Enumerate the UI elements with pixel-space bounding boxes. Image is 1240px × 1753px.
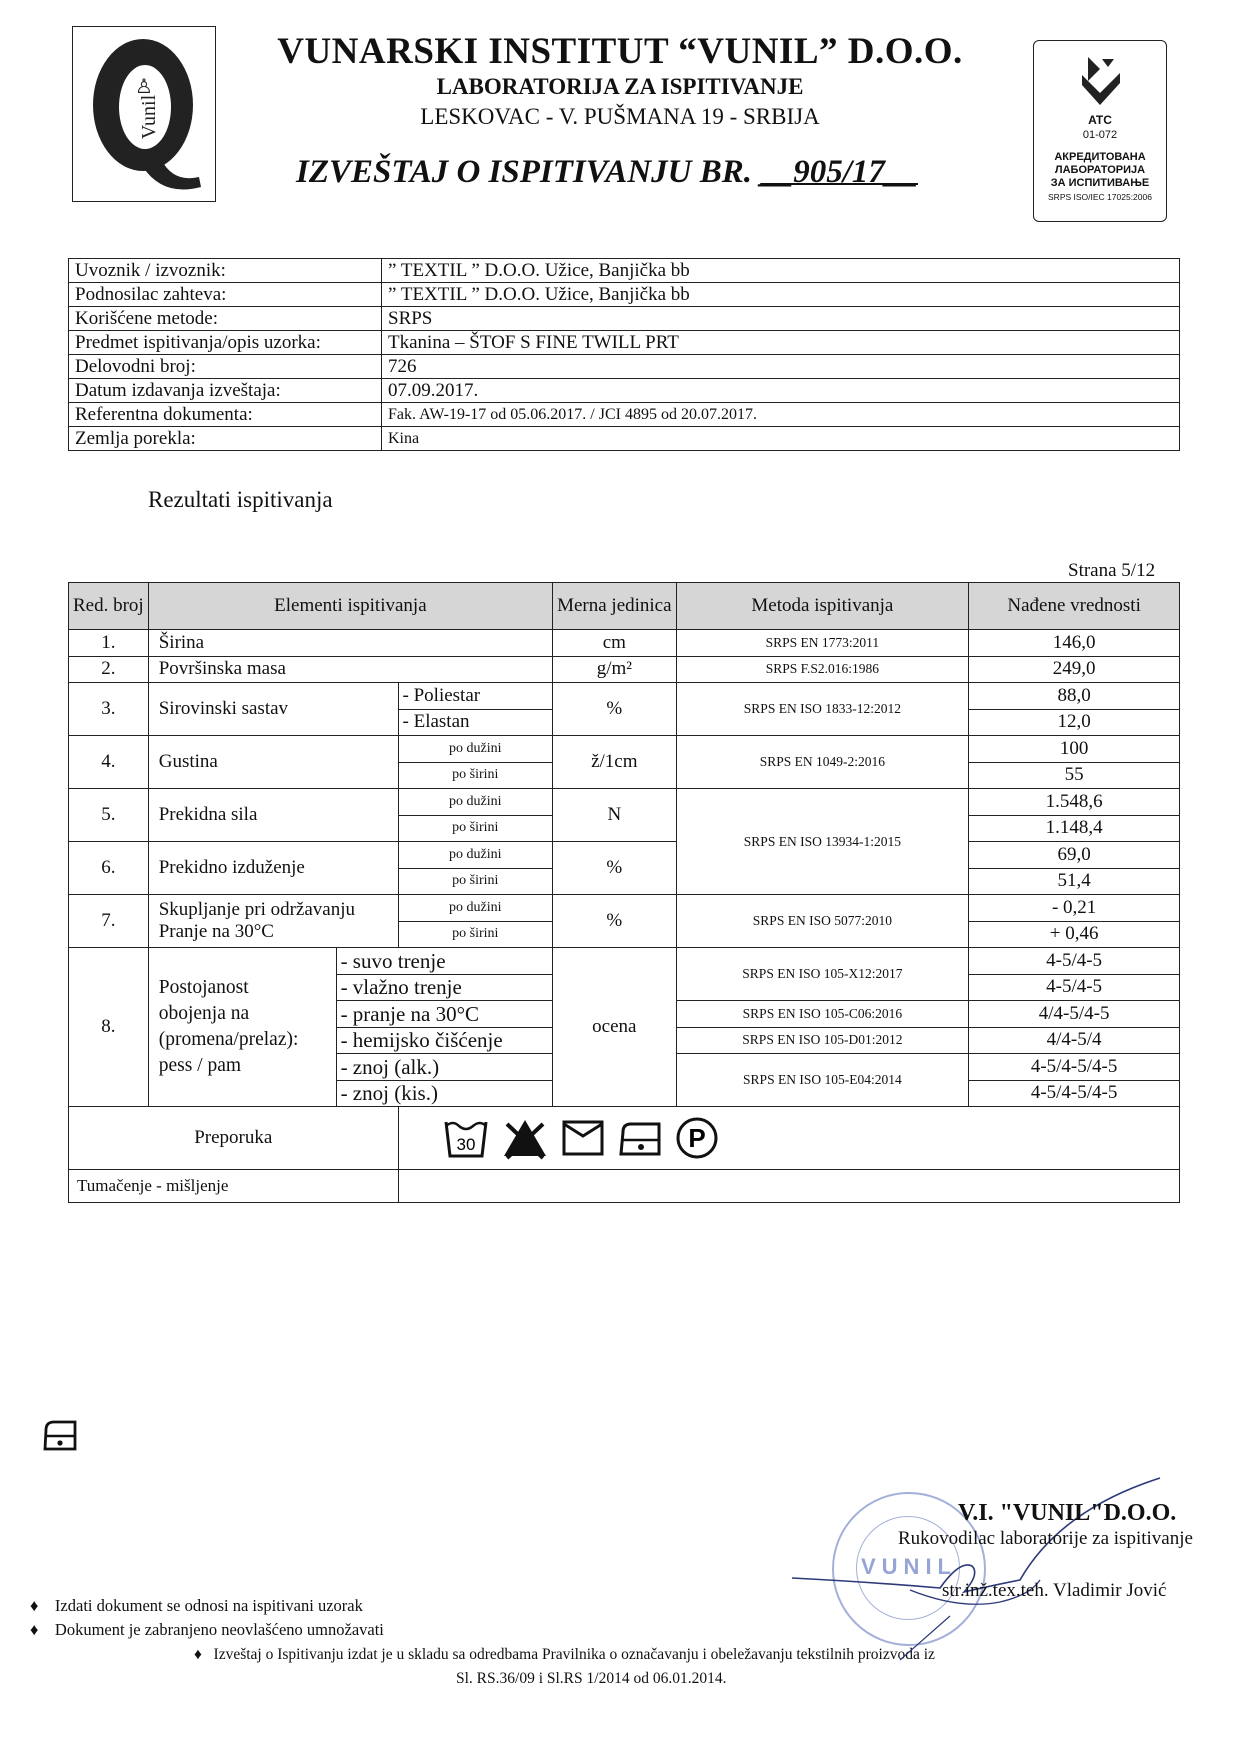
lab-address: LESKOVAC - V. PUŠMANA 19 - SRBIJA bbox=[420, 104, 820, 129]
row-sub: - znoj (kis.) bbox=[336, 1080, 553, 1107]
interpretation-value bbox=[398, 1170, 1179, 1203]
footer-note: ♦ Dokument je zabranjeno neovlašćeno umnožavati bbox=[30, 1620, 384, 1639]
info-label: Datum izdavanja izveštaja: bbox=[69, 379, 382, 403]
row-name: Prekidno izduženje bbox=[148, 842, 398, 895]
info-row bbox=[69, 283, 1180, 307]
row-sub: - suvo trenje bbox=[336, 948, 553, 975]
report-info-table bbox=[68, 258, 1180, 451]
row-value: 1.148,4 bbox=[969, 815, 1180, 842]
row-unit: ocena bbox=[553, 948, 676, 1107]
accreditation-code: 01-072 bbox=[1082, 129, 1118, 141]
report-title bbox=[296, 154, 918, 191]
logo-text: Vunil bbox=[138, 94, 160, 140]
info-row bbox=[69, 403, 1180, 427]
table-row bbox=[69, 736, 1180, 763]
row-unit: ž/1cm bbox=[553, 736, 676, 789]
row-value: 146,0 bbox=[969, 630, 1180, 657]
row-name-line: pess / pam bbox=[158, 1055, 242, 1076]
info-label: Predmet ispitivanja/opis uzorka: bbox=[69, 331, 382, 355]
interpretation-label: Tumačenje - mišljenje bbox=[69, 1170, 399, 1203]
row-method: SRPS EN ISO 13934-1:2015 bbox=[676, 789, 969, 895]
wash-temp: 30 bbox=[456, 1135, 475, 1154]
row-method: SRPS EN ISO 5077:2010 bbox=[676, 895, 969, 948]
row-number: 6. bbox=[69, 842, 149, 895]
row-unit: % bbox=[553, 842, 676, 895]
info-row bbox=[69, 259, 1180, 283]
row-method: SRPS F.S2.016:1986 bbox=[676, 656, 969, 683]
table-row bbox=[69, 683, 1180, 710]
header-elementi: Elementi ispitivanja bbox=[148, 583, 552, 630]
accreditation-line1: АКРЕДИТОВАНА bbox=[1054, 151, 1146, 163]
row-number: 3. bbox=[69, 683, 149, 736]
footer-note-text: Izdati dokument se odnosi na ispitivani uzorak bbox=[54, 1596, 363, 1615]
info-value: Tkanina – ŠTOF S FINE TWILL PRT bbox=[382, 331, 1180, 355]
row-name-line: (promena/prelaz): bbox=[158, 1029, 299, 1050]
row-name-line: Postojanost bbox=[158, 977, 249, 998]
row-direction: po dužini bbox=[398, 789, 553, 816]
info-label: Referentna dokumenta: bbox=[69, 403, 382, 427]
row-method: SRPS EN 1049-2:2016 bbox=[676, 736, 969, 789]
table-row bbox=[69, 842, 1180, 869]
iron-low-icon bbox=[617, 1118, 663, 1158]
results-title: Rezultati ispitivanja bbox=[148, 487, 333, 512]
footer-note: ♦ Izdati dokument se odnosi na ispitivani uzorak bbox=[30, 1596, 363, 1615]
institute-logo bbox=[72, 26, 216, 202]
page-number: Strana 5/12 bbox=[1068, 560, 1156, 581]
table-row bbox=[69, 656, 1180, 683]
row-method: SRPS EN ISO 105-X12:2017 bbox=[676, 948, 969, 1001]
accreditation-iso: SRPS ISO/IEC 17025:2006 bbox=[1048, 192, 1152, 202]
svg-text:P: P bbox=[687, 1123, 706, 1153]
signature-company: V.I. "VUNIL"D.O.O. bbox=[958, 1500, 1177, 1526]
row-value: 4/4-5/4-5 bbox=[969, 1001, 1180, 1028]
info-value: ” TEXTIL ” D.O.O. Užice, Banjička bb bbox=[382, 283, 1180, 307]
row-number: 2. bbox=[69, 656, 149, 683]
row-unit: % bbox=[553, 895, 676, 948]
row-name: Širina bbox=[148, 630, 552, 657]
accreditation-line3: ЗА ИСПИТИВАЊЕ bbox=[1050, 177, 1150, 189]
info-value: SRPS bbox=[382, 307, 1180, 331]
row-value: - 0,21 bbox=[969, 895, 1180, 922]
atc-label: ATC bbox=[1088, 113, 1112, 127]
row-method: SRPS EN ISO 1833-12:2012 bbox=[676, 683, 969, 736]
info-value: ” TEXTIL ” D.O.O. Užice, Banjička bb bbox=[382, 259, 1180, 283]
accreditation-mark-icon bbox=[1078, 53, 1124, 109]
row-sub: - hemijsko čišćenje bbox=[336, 1027, 553, 1054]
accreditation-badge bbox=[1033, 40, 1167, 222]
row-value: 4/4-5/4 bbox=[969, 1027, 1180, 1054]
report-number: __905/17__ bbox=[760, 154, 918, 190]
results-table bbox=[68, 582, 1180, 1203]
row-name: Sirovinski sastav bbox=[148, 683, 398, 736]
row-number: 8. bbox=[69, 948, 149, 1107]
header-red-broj: Red. broj bbox=[69, 583, 149, 630]
row-method: SRPS EN 1773:2011 bbox=[676, 630, 969, 657]
row-value: 12,0 bbox=[969, 709, 1180, 736]
table-header-row bbox=[69, 583, 1180, 630]
row-name-line1: Skupljanje pri održavanju bbox=[158, 899, 355, 920]
info-row bbox=[69, 331, 1180, 355]
row-sub: - Poliestar bbox=[398, 683, 553, 710]
row-direction: po dužini bbox=[398, 895, 553, 922]
row-unit: g/m² bbox=[553, 656, 676, 683]
tumble-dry-icon bbox=[561, 1118, 605, 1158]
svg-text:♙: ♙ bbox=[135, 74, 153, 98]
row-value: + 0,46 bbox=[969, 921, 1180, 948]
row-sub: - vlažno trenje bbox=[336, 974, 553, 1001]
row-method: SRPS EN ISO 105-E04:2014 bbox=[676, 1054, 969, 1107]
q-logo-icon bbox=[73, 27, 214, 200]
interpretation-row bbox=[69, 1170, 1180, 1203]
row-direction: po širini bbox=[398, 868, 553, 895]
recommendation-row bbox=[69, 1107, 1180, 1170]
row-name bbox=[148, 948, 336, 1107]
info-row bbox=[69, 355, 1180, 379]
signature-name: str.inž.tex.teh. Vladimir Jović bbox=[942, 1580, 1167, 1601]
row-name: Prekidna sila bbox=[148, 789, 398, 842]
row-value: 249,0 bbox=[969, 656, 1180, 683]
row-direction: po širini bbox=[398, 921, 553, 948]
row-sub: - Elastan bbox=[398, 709, 553, 736]
info-row bbox=[69, 307, 1180, 331]
info-label: Uvoznik / izvoznik: bbox=[69, 259, 382, 283]
row-value: 69,0 bbox=[969, 842, 1180, 869]
header-metoda: Metoda ispitivanja bbox=[676, 583, 969, 630]
row-value: 4-5/4-5/4-5 bbox=[969, 1080, 1180, 1107]
row-name: Gustina bbox=[148, 736, 398, 789]
no-bleach-icon bbox=[501, 1116, 549, 1160]
row-direction: po dužini bbox=[398, 736, 553, 763]
row-number: 7. bbox=[69, 895, 149, 948]
info-label: Delovodni broj: bbox=[69, 355, 382, 379]
accreditation-line2: ЛАБОРАТОРИЈА bbox=[1054, 164, 1146, 176]
row-direction: po širini bbox=[398, 762, 553, 789]
iron-icon bbox=[42, 1418, 78, 1452]
footer-note: ♦ Izveštaj o Ispitivanju izdat je u skladu sa odredbama Pravilnika o označavanju i obeležavanju tekstilnih proizvoda iz bbox=[194, 1646, 935, 1663]
info-value: 07.09.2017. bbox=[382, 379, 1180, 403]
info-value: Kina bbox=[382, 427, 1180, 451]
header-merna: Merna jedinica bbox=[553, 583, 676, 630]
info-label: Zemlja porekla: bbox=[69, 427, 382, 451]
header-nadjene: Nađene vrednosti bbox=[969, 583, 1180, 630]
info-row bbox=[69, 427, 1180, 451]
info-row bbox=[69, 379, 1180, 403]
row-number: 5. bbox=[69, 789, 149, 842]
info-value: Fak. AW-19-17 od 05.06.2017. / JCI 4895 od 20.07.2017. bbox=[382, 403, 1180, 427]
footer-note-text: Dokument je zabranjeno neovlašćeno umnožavati bbox=[54, 1620, 384, 1639]
table-row bbox=[69, 789, 1180, 816]
row-value: 4-5/4-5/4-5 bbox=[969, 1054, 1180, 1081]
footer-note-text: Izveštaj o Ispitivanju izdat je u skladu sa odredbama Pravilnika o označavanju i obeležavanju tekstilnih proizvoda iz bbox=[213, 1646, 935, 1663]
row-unit: N bbox=[553, 789, 676, 842]
row-direction: po širini bbox=[398, 815, 553, 842]
row-value: 1.548,6 bbox=[969, 789, 1180, 816]
care-symbols bbox=[398, 1107, 1179, 1170]
table-row bbox=[69, 895, 1180, 922]
table-row bbox=[69, 948, 1180, 975]
stamp-text: VUNIL bbox=[861, 1554, 957, 1579]
row-method: SRPS EN ISO 105-D01:2012 bbox=[676, 1027, 969, 1054]
wash-30-icon bbox=[443, 1116, 489, 1160]
row-name: Površinska masa bbox=[148, 656, 552, 683]
row-unit: cm bbox=[553, 630, 676, 657]
row-unit: % bbox=[553, 683, 676, 736]
row-name-line: obojenja na bbox=[158, 1003, 250, 1024]
row-value: 55 bbox=[969, 762, 1180, 789]
row-value: 51,4 bbox=[969, 868, 1180, 895]
institute-name: VUNARSKI INSTITUT “VUNIL” D.O.O. bbox=[277, 31, 963, 72]
info-label: Podnosilac zahteva: bbox=[69, 283, 382, 307]
dryclean-p-icon bbox=[675, 1116, 719, 1160]
row-value: 88,0 bbox=[969, 683, 1180, 710]
lab-name: LABORATORIJA ZA ISPITIVANJE bbox=[436, 74, 804, 99]
row-name-line2: Pranje na 30°C bbox=[158, 921, 274, 942]
row-method: SRPS EN ISO 105-C06:2016 bbox=[676, 1001, 969, 1028]
row-value: 100 bbox=[969, 736, 1180, 763]
row-direction: po dužini bbox=[398, 842, 553, 869]
row-number: 4. bbox=[69, 736, 149, 789]
row-name bbox=[148, 895, 398, 948]
row-value: 4-5/4-5 bbox=[969, 948, 1180, 975]
row-value: 4-5/4-5 bbox=[969, 974, 1180, 1001]
recommendation-label: Preporuka bbox=[69, 1107, 399, 1170]
row-sub: - znoj (alk.) bbox=[336, 1054, 553, 1081]
footer-note-line2: Sl. RS.36/09 i Sl.RS 1/2014 od 06.01.2014. bbox=[456, 1670, 727, 1687]
signature-role: Rukovodilac laboratorije za ispitivanje bbox=[898, 1528, 1193, 1549]
info-value: 726 bbox=[382, 355, 1180, 379]
table-row bbox=[69, 630, 1180, 657]
report-prefix: IZVEŠTAJ O ISPITIVANJU BR. bbox=[296, 154, 753, 190]
row-number: 1. bbox=[69, 630, 149, 657]
row-sub: - pranje na 30°C bbox=[336, 1001, 553, 1028]
info-label: Korišćene metode: bbox=[69, 307, 382, 331]
